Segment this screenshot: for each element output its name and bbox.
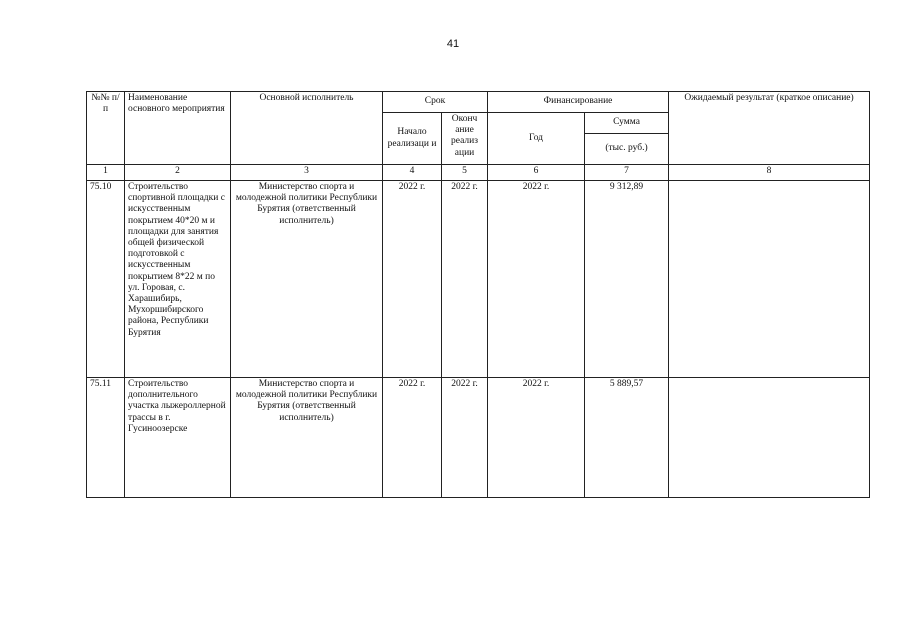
page-number: 41 bbox=[446, 38, 460, 50]
row-start: 2022 г. bbox=[383, 378, 442, 498]
header-num: №№ п/п bbox=[87, 92, 125, 165]
header-term: Срок bbox=[383, 92, 488, 113]
header-term-start: Начало реализаци и bbox=[383, 113, 442, 165]
column-number: 3 bbox=[231, 165, 383, 181]
header-year: Год bbox=[488, 113, 585, 165]
header-financing: Финансирование bbox=[488, 92, 669, 113]
row-result bbox=[669, 378, 870, 498]
row-year: 2022 г. bbox=[488, 378, 585, 498]
column-number: 2 bbox=[125, 165, 231, 181]
row-executor: Министерство спорта и молодежной политики Республики Бурятия (ответственный исполнитель) bbox=[231, 378, 383, 498]
row-start: 2022 г. bbox=[383, 181, 442, 378]
row-end: 2022 г. bbox=[442, 181, 488, 378]
header-term-end: Оконч ание реализ ации bbox=[442, 113, 488, 165]
column-number: 1 bbox=[87, 165, 125, 181]
row-end: 2022 г. bbox=[442, 378, 488, 498]
row-sum: 9 312,89 bbox=[585, 181, 669, 378]
column-number: 4 bbox=[383, 165, 442, 181]
row-name: Строительство спортивной площадки с искусственным покрытием 40*20 м и площадки для занятия общей физической подготовкой с искусственным покрытием 8*22 м по ул. Горовая, с. Харашибирь, Мухоршибирского района, Республики Бурятия bbox=[125, 181, 231, 378]
activities-table bbox=[86, 91, 870, 498]
row-sum: 5 889,57 bbox=[585, 378, 669, 498]
header-sum-unit: (тыс. руб.) bbox=[585, 134, 669, 165]
column-number: 7 bbox=[585, 165, 669, 181]
row-num: 75.10 bbox=[87, 181, 125, 378]
header-sum: Сумма bbox=[585, 113, 669, 134]
row-name: Строительство дополнительного участка лыжероллерной трассы в г. Гусиноозерске bbox=[125, 378, 231, 498]
column-number: 8 bbox=[669, 165, 870, 181]
row-result bbox=[669, 181, 870, 378]
header-result: Ожидаемый результат (краткое описание) bbox=[669, 92, 870, 165]
header-name: Наименование основного мероприятия bbox=[125, 92, 231, 165]
column-number: 5 bbox=[442, 165, 488, 181]
column-number: 6 bbox=[488, 165, 585, 181]
row-year: 2022 г. bbox=[488, 181, 585, 378]
table-row bbox=[87, 378, 870, 498]
header-executor: Основной исполнитель bbox=[231, 92, 383, 165]
row-num: 75.11 bbox=[87, 378, 125, 498]
column-number-row bbox=[87, 165, 870, 181]
table-row bbox=[87, 181, 870, 378]
row-executor: Министерство спорта и молодежной политики Республики Бурятия (ответственный исполнитель) bbox=[231, 181, 383, 378]
